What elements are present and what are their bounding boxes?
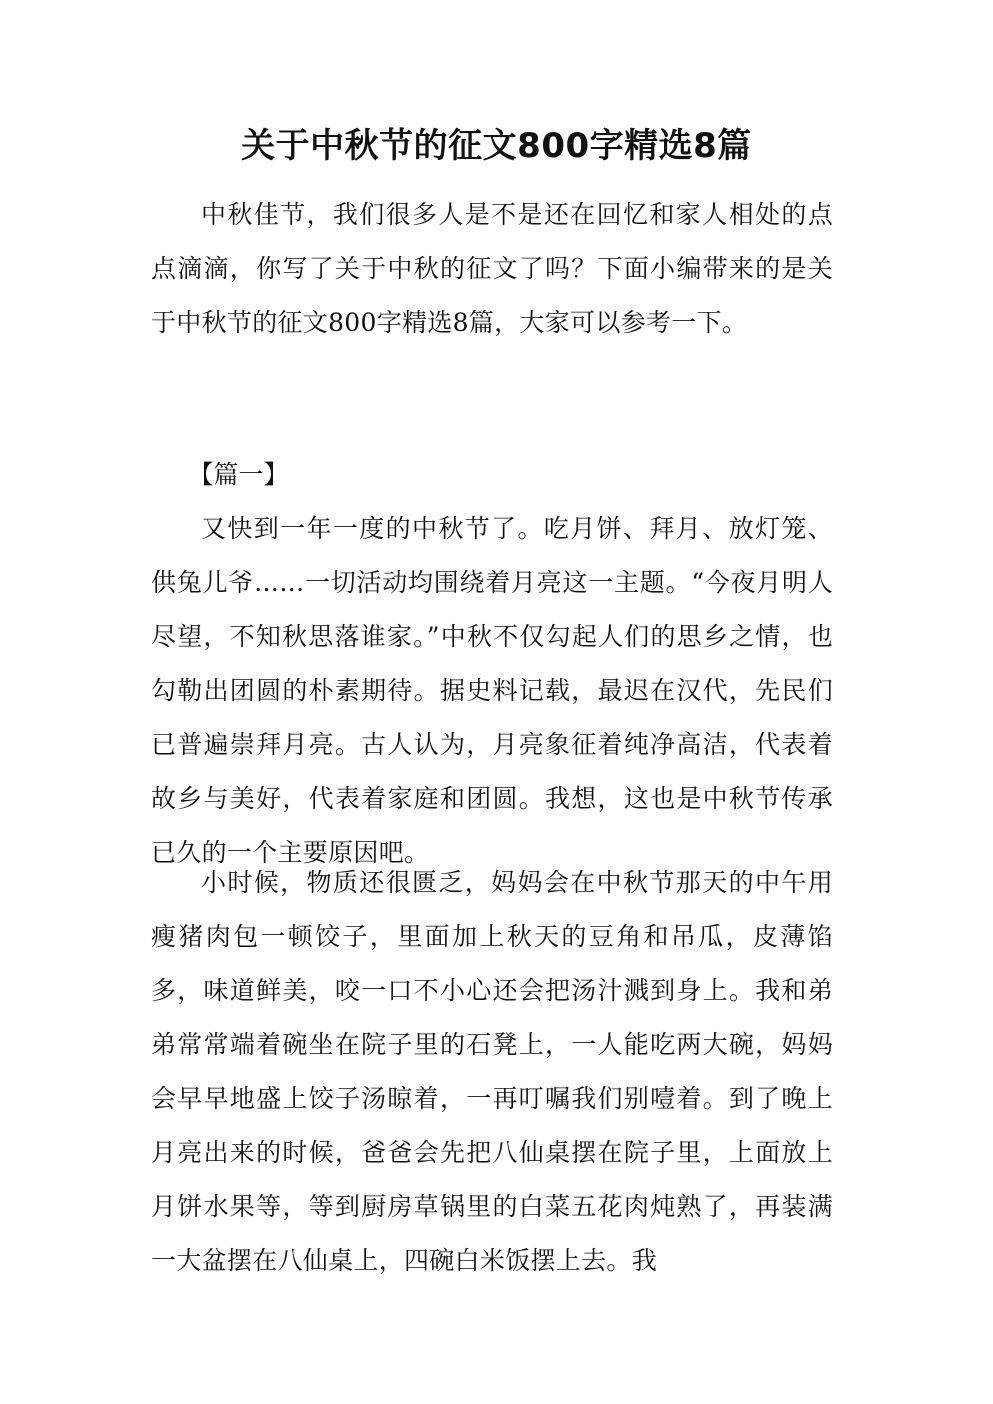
intro-paragraph: 中秋佳节，我们很多人是不是还在回忆和家人相处的点点滴滴，你写了关于中秋的征文了吗？下面小编带来的是关于中秋节的征文800字精选8篇，大家可以参考一下。: [151, 200, 833, 337]
body-paragraph: 小时候，物质还很匮乏，妈妈会在中秋节那天的中午用瘦猪肉包一顿饺子，里面加上秋天的豆角和吊瓜，皮薄馅多，味道鲜美，咬一口不小心还会把汤汁溅到身上。我和弟弟常常端着碗坐在院子里的石凳上，一人能吃两大碗，妈妈会早早地盛上饺子汤晾着，一再叮嘱我们别噎着。到了晚上月亮出来的时候，爸爸会先把八仙桌摆在院子里，上面放上月饼水果等，等到厨房草锅里的白菜五花肉炖熟了，再装满一大盆摆在八仙桌上，四碗白米饭摆上去。我: [151, 868, 833, 1275]
document-title: 关于中秋节的征文800字精选8篇: [241, 126, 752, 166]
body-paragraph: 又快到一年一度的中秋节了。吃月饼、拜月、放灯笼、供兔儿爷……一切活动均围绕着月亮这一主题。“今夜月明人尽望，不知秋思落谁家。”中秋不仅勾起人们的思乡之情，也勾勒出团圆的朴素期待。据史料记载，最迟在汉代，先民们已普遍崇拜月亮。古人认为，月亮象征着纯净高洁，代表着故乡与美好，代表着家庭和团圆。我想，这也是中秋节传承已久的一个主要原因吧。: [151, 514, 833, 867]
section-heading: 【篇一】: [188, 460, 289, 489]
